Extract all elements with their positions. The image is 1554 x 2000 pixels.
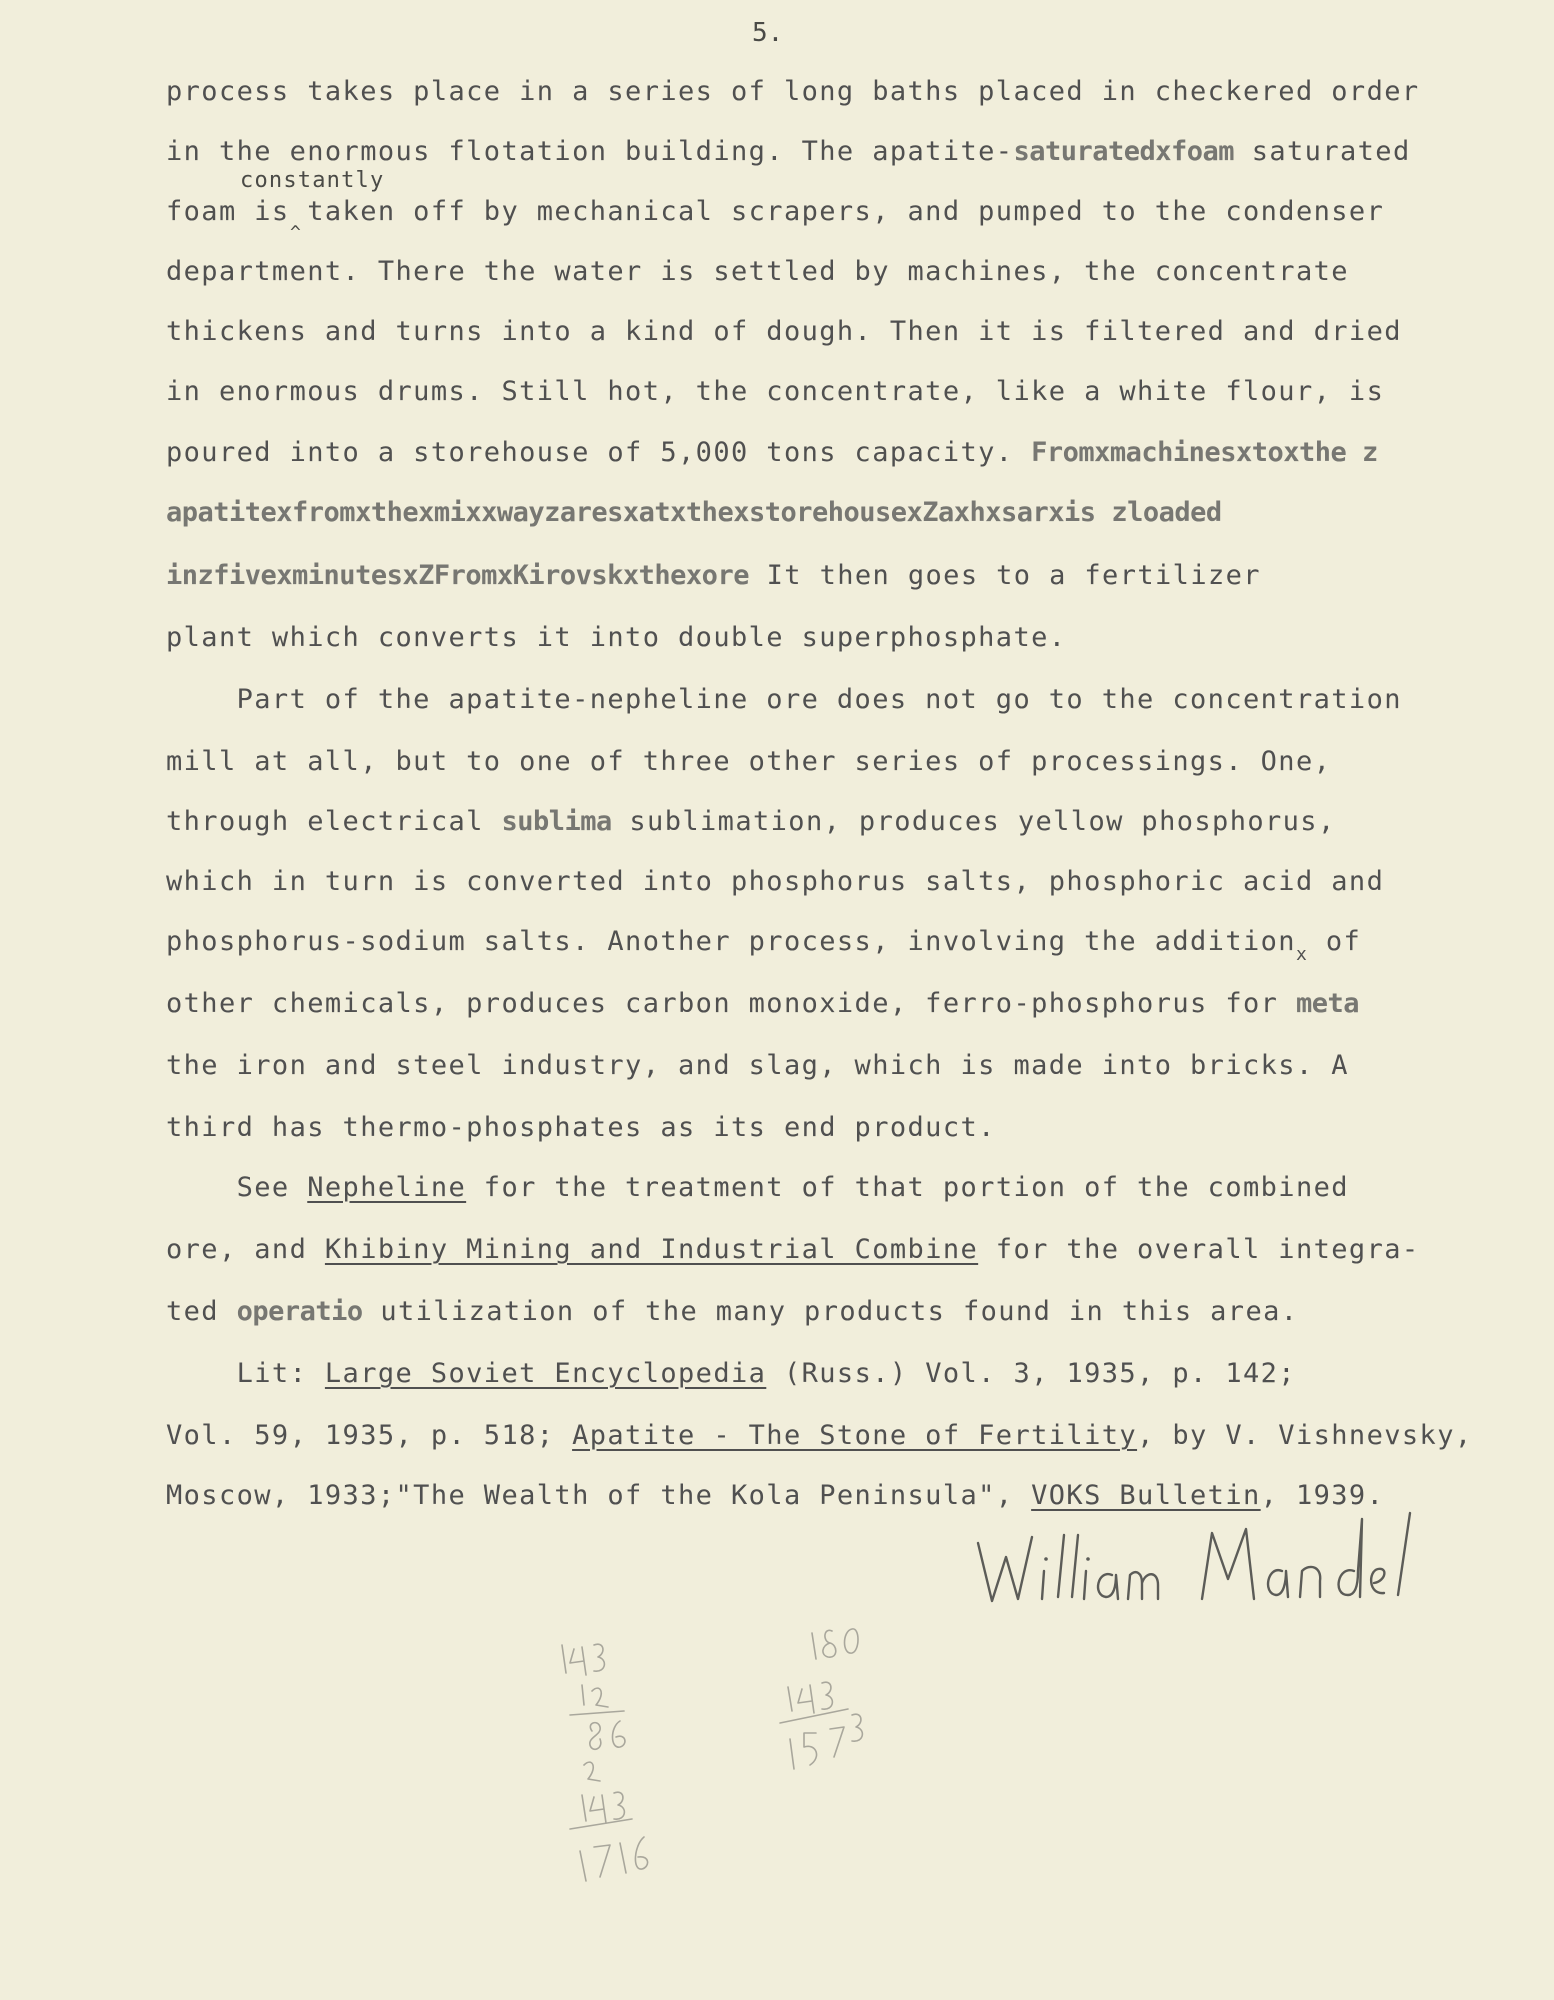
pencil-tally-notes	[540, 1615, 960, 1915]
text-span: Moscow, 1933;"The Wealth of the Kola Peninsula",	[166, 1480, 1032, 1511]
cross-reference-khibiny: Khibiny Mining and Industrial Combine	[324, 1234, 979, 1265]
text-span: , 1939.	[1260, 1480, 1385, 1511]
text-line: thickens and turns into a kind of dough. Then it is filtered and dried	[166, 316, 1402, 347]
struck-out-text: meta	[1295, 988, 1359, 1019]
cited-title: Apatite - The Stone of Fertility	[572, 1420, 1138, 1451]
text-line	[166, 1296, 1298, 1327]
text-line: process takes place in a series of long baths placed in checkered order	[166, 76, 1420, 107]
cross-reference-nepheline: Nepheline	[307, 1172, 467, 1203]
text-span: ted	[166, 1296, 237, 1327]
text-span: phosphorus-sodium salts. Another process, involving the addition	[166, 926, 1296, 957]
cited-title: Large Soviet Encyclopedia	[324, 1358, 767, 1389]
text-span: It then goes to a fertilizer	[748, 560, 1261, 591]
text-span: utilization of the many products found in this area.	[362, 1296, 1299, 1327]
text-line	[166, 1234, 1420, 1265]
text-span: , by V. Vishnevsky,	[1137, 1420, 1473, 1451]
text-span: See	[166, 1172, 308, 1203]
text-line	[166, 497, 1222, 528]
struck-out-text: operatio	[236, 1296, 363, 1327]
text-line	[166, 926, 1362, 965]
text-line: which in turn is converted into phosphorus salts, phosphoric acid and	[166, 866, 1385, 897]
text-line: mill at all, but to one of three other series of processings. One,	[166, 746, 1332, 777]
text-span: other chemicals, produces carbon monoxide, ferro-phosphorus for	[166, 988, 1296, 1019]
text-line	[166, 1420, 1473, 1451]
struck-out-text: sublima	[501, 806, 612, 837]
text-line: in enormous drums. Still hot, the concentrate, like a white flour, is	[166, 376, 1385, 407]
struck-out-text: inzfivexminutesxZFromxKirovskxthexore	[166, 560, 749, 591]
text-span: for the treatment of that portion of the combined	[466, 1172, 1349, 1203]
text-line	[166, 1358, 1296, 1389]
text-line	[166, 136, 1411, 167]
typed-insertion-constantly: constantly	[240, 168, 385, 193]
text-span: poured into a storehouse of 5,000 tons capacity.	[166, 437, 1032, 468]
text-span: (Russ.) Vol. 3, 1935, p. 142;	[766, 1358, 1296, 1389]
text-line: plant which converts it into double superphosphate.	[166, 622, 1067, 653]
text-line	[166, 437, 1378, 468]
text-span: for the overall integra-	[978, 1234, 1420, 1265]
text-span: through electrical	[166, 806, 502, 837]
text-span: in the enormous flotation building. The apatite-	[166, 136, 1014, 167]
insertion-caret: ^	[290, 222, 301, 243]
text-line: the iron and steel industry, and slag, which is made into bricks. A	[166, 1050, 1349, 1081]
text-line	[166, 806, 1336, 837]
text-span: Vol. 59, 1935, p. 518;	[166, 1420, 573, 1451]
text-span: ore, and	[166, 1234, 325, 1265]
text-line	[166, 988, 1359, 1019]
struck-out-text: saturatedxfoam	[1013, 136, 1235, 167]
text-line: third has thermo-phosphates as its end product.	[166, 1112, 996, 1143]
text-span: sublimation, produces yellow phosphorus,	[611, 806, 1336, 837]
page-number: 5.	[752, 18, 784, 48]
text-span: of	[1308, 926, 1362, 957]
text-line	[166, 560, 1261, 591]
text-line: Part of the apatite-nepheline ore does not go to the concentration	[166, 684, 1402, 715]
text-line: department. There the water is settled by machines, the concentrate	[166, 256, 1349, 287]
text-span: Lit:	[166, 1358, 325, 1389]
text-line	[166, 1172, 1349, 1203]
text-line: foam is taken off by mechanical scrapers, and pumped to the condenser	[166, 196, 1385, 227]
cited-title: VOKS Bulletin	[1031, 1480, 1261, 1511]
struck-out-text: Fromxmachinesxtoxthe z	[1031, 437, 1378, 468]
handwritten-signature	[970, 1505, 1450, 1625]
struck-out-text: apatitexfromxthexmixxwayzaresxatxthexstorehousexZaxhxsarxis zloaded	[166, 497, 1222, 528]
text-span: saturated	[1234, 136, 1411, 167]
correction-mark: x	[1295, 944, 1309, 965]
